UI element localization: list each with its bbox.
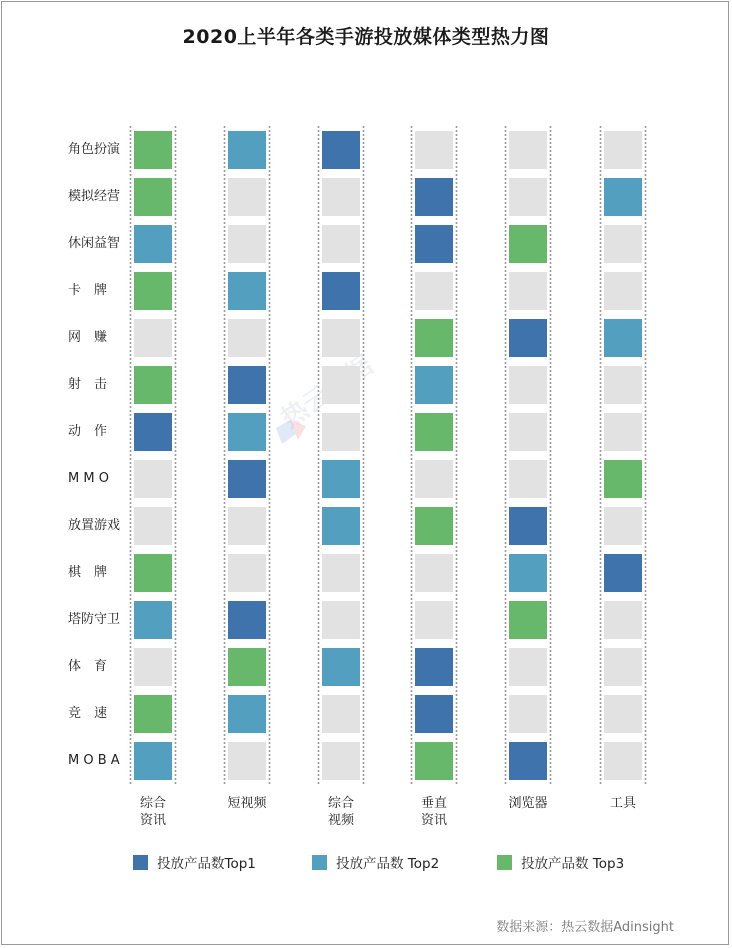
legend-item-top3 <box>497 852 624 872</box>
heatmap-cell-r8-c3 <box>415 507 453 545</box>
heatmap-cell-r4-c1 <box>228 319 266 357</box>
heatmap-cell-r3-c1 <box>228 272 266 310</box>
column-label <box>399 795 469 829</box>
heatmap-cell-r8-c4 <box>509 507 547 545</box>
heatmap-cell-r0-c5 <box>604 131 642 169</box>
heatmap-cell-r4-c0 <box>134 319 172 357</box>
heatmap-cell-r7-c2 <box>322 460 360 498</box>
heatmap-cell-r2-c5 <box>604 225 642 263</box>
legend-label-top2: 投放产品数 Top2 <box>336 856 440 872</box>
heatmap-cell-r5-c4 <box>509 366 547 404</box>
heatmap-cell-r12-c3 <box>415 695 453 733</box>
legend-label-top1: 投放产品数Top1 <box>157 856 256 872</box>
column-label-line: 短视频 <box>227 796 267 811</box>
heatmap-cell-r8-c0 <box>134 507 172 545</box>
heatmap-cell-r5-c0 <box>134 366 172 404</box>
column-label-line: 工具 <box>609 796 636 811</box>
row-label: 角色扮演 <box>68 142 121 157</box>
heatmap-cell-r9-c3 <box>415 554 453 592</box>
heatmap-cell-r2-c1 <box>228 225 266 263</box>
chart-title: 2020上半年各类手游投放媒体类型热力图 <box>182 26 550 48</box>
heatmap-cell-r1-c3 <box>415 178 453 216</box>
heatmap-cell-r12-c1 <box>228 695 266 733</box>
heatmap-cell-r5-c3 <box>415 366 453 404</box>
row-label: 竞 速 <box>68 706 108 721</box>
column-label <box>212 795 282 812</box>
row-label: 动 作 <box>68 424 108 439</box>
column-label-line: 资讯 <box>420 813 447 828</box>
heatmap-cell-r11-c4 <box>509 648 547 686</box>
heatmap-cell-r8-c5 <box>604 507 642 545</box>
heatmap-cell-r5-c5 <box>604 366 642 404</box>
heatmap-cell-r13-c0 <box>134 742 172 780</box>
heatmap-cell-r9-c0 <box>134 554 172 592</box>
heatmap-cell-r5-c1 <box>228 366 266 404</box>
heatmap-cell-r1-c5 <box>604 178 642 216</box>
column-label-line: 资讯 <box>139 813 166 828</box>
heatmap-cell-r5-c2 <box>322 366 360 404</box>
heatmap-cell-r12-c2 <box>322 695 360 733</box>
heatmap-cell-r10-c4 <box>509 601 547 639</box>
row-label: 卡 牌 <box>68 283 108 298</box>
heatmap-cell-r3-c5 <box>604 272 642 310</box>
heatmap-cell-r13-c4 <box>509 742 547 780</box>
heatmap-cell-r2-c2 <box>322 225 360 263</box>
heatmap-cell-r3-c4 <box>509 272 547 310</box>
legend-item-top2 <box>312 852 439 872</box>
heatmap-cell-r3-c3 <box>415 272 453 310</box>
heatmap-cell-r10-c1 <box>228 601 266 639</box>
legend-swatch-top1 <box>133 855 148 870</box>
heatmap-cell-r11-c1 <box>228 648 266 686</box>
heatmap-cell-r13-c2 <box>322 742 360 780</box>
heatmap-cell-r2-c0 <box>134 225 172 263</box>
heatmap-cell-r9-c1 <box>228 554 266 592</box>
column-label <box>306 795 376 829</box>
heatmap-cell-r13-c5 <box>604 742 642 780</box>
heatmap-cell-r4-c2 <box>322 319 360 357</box>
heatmap-cell-r9-c5 <box>604 554 642 592</box>
heatmap-cell-r3-c2 <box>322 272 360 310</box>
heatmap-cell-r7-c3 <box>415 460 453 498</box>
heatmap-cell-r0-c1 <box>228 131 266 169</box>
heatmap-cell-r11-c2 <box>322 648 360 686</box>
heatmap-cell-r9-c2 <box>322 554 360 592</box>
heatmap-cell-r12-c5 <box>604 695 642 733</box>
row-label: M M O <box>68 471 109 486</box>
heatmap-cell-r4-c5 <box>604 319 642 357</box>
row-label: 塔防守卫 <box>68 612 121 627</box>
row-label: 棋 牌 <box>68 565 108 580</box>
row-label: 休闲益智 <box>68 236 121 251</box>
heatmap-cell-r7-c1 <box>228 460 266 498</box>
row-label: M O B A <box>68 753 120 768</box>
legend-item-top1 <box>133 852 256 872</box>
heatmap-cell-r1-c1 <box>228 178 266 216</box>
heatmap-cell-r3-c0 <box>134 272 172 310</box>
heatmap-cell-r8-c2 <box>322 507 360 545</box>
heatmap-cell-r7-c5 <box>604 460 642 498</box>
data-source: 数据来源：热云数据Adinsight <box>496 920 674 935</box>
heatmap-cell-r6-c3 <box>415 413 453 451</box>
heatmap-cell-r2-c3 <box>415 225 453 263</box>
heatmap-cell-r12-c4 <box>509 695 547 733</box>
column-label <box>588 795 658 812</box>
heatmap-cell-r12-c0 <box>134 695 172 733</box>
column-label-line: 综合 <box>327 796 354 811</box>
row-label: 射 击 <box>68 377 108 392</box>
heatmap-cell-r10-c3 <box>415 601 453 639</box>
heatmap-cell-r6-c4 <box>509 413 547 451</box>
row-label: 模拟经营 <box>68 189 121 204</box>
column-label-line: 综合 <box>139 796 166 811</box>
legend-swatch-top2 <box>312 855 327 870</box>
heatmap-cell-r11-c5 <box>604 648 642 686</box>
heatmap-cell-r6-c2 <box>322 413 360 451</box>
heatmap-cell-r10-c2 <box>322 601 360 639</box>
heatmap-cell-r1-c2 <box>322 178 360 216</box>
column-label-line: 视频 <box>327 813 354 828</box>
heatmap-cell-r2-c4 <box>509 225 547 263</box>
heatmap-cell-r11-c3 <box>415 648 453 686</box>
column-label-line: 浏览器 <box>508 796 548 811</box>
heatmap-cell-r9-c4 <box>509 554 547 592</box>
row-label: 放置游戏 <box>68 518 121 533</box>
heatmap-cell-r4-c4 <box>509 319 547 357</box>
column-label <box>118 795 188 829</box>
heatmap-cell-r6-c0 <box>134 413 172 451</box>
column-label-line: 垂直 <box>420 796 447 811</box>
heatmap-cell-r6-c5 <box>604 413 642 451</box>
legend-swatch-top3 <box>497 855 512 870</box>
row-label: 体 育 <box>68 659 108 674</box>
heatmap-cell-r13-c1 <box>228 742 266 780</box>
heatmap-cell-r6-c1 <box>228 413 266 451</box>
heatmap-cell-r10-c0 <box>134 601 172 639</box>
heatmap-cell-r0-c4 <box>509 131 547 169</box>
column-label <box>493 795 563 812</box>
row-label: 网 赚 <box>68 330 108 345</box>
heatmap-cell-r13-c3 <box>415 742 453 780</box>
heatmap-cell-r7-c4 <box>509 460 547 498</box>
heatmap-cell-r0-c0 <box>134 131 172 169</box>
heatmap-cell-r11-c0 <box>134 648 172 686</box>
heatmap-cell-r8-c1 <box>228 507 266 545</box>
heatmap-cell-r0-c3 <box>415 131 453 169</box>
heatmap-cell-r7-c0 <box>134 460 172 498</box>
heatmap-cell-r1-c0 <box>134 178 172 216</box>
heatmap-cell-r4-c3 <box>415 319 453 357</box>
heatmap-cell-r0-c2 <box>322 131 360 169</box>
legend-label-top3: 投放产品数 Top3 <box>521 856 625 872</box>
heatmap-cell-r1-c4 <box>509 178 547 216</box>
heatmap-cell-r10-c5 <box>604 601 642 639</box>
